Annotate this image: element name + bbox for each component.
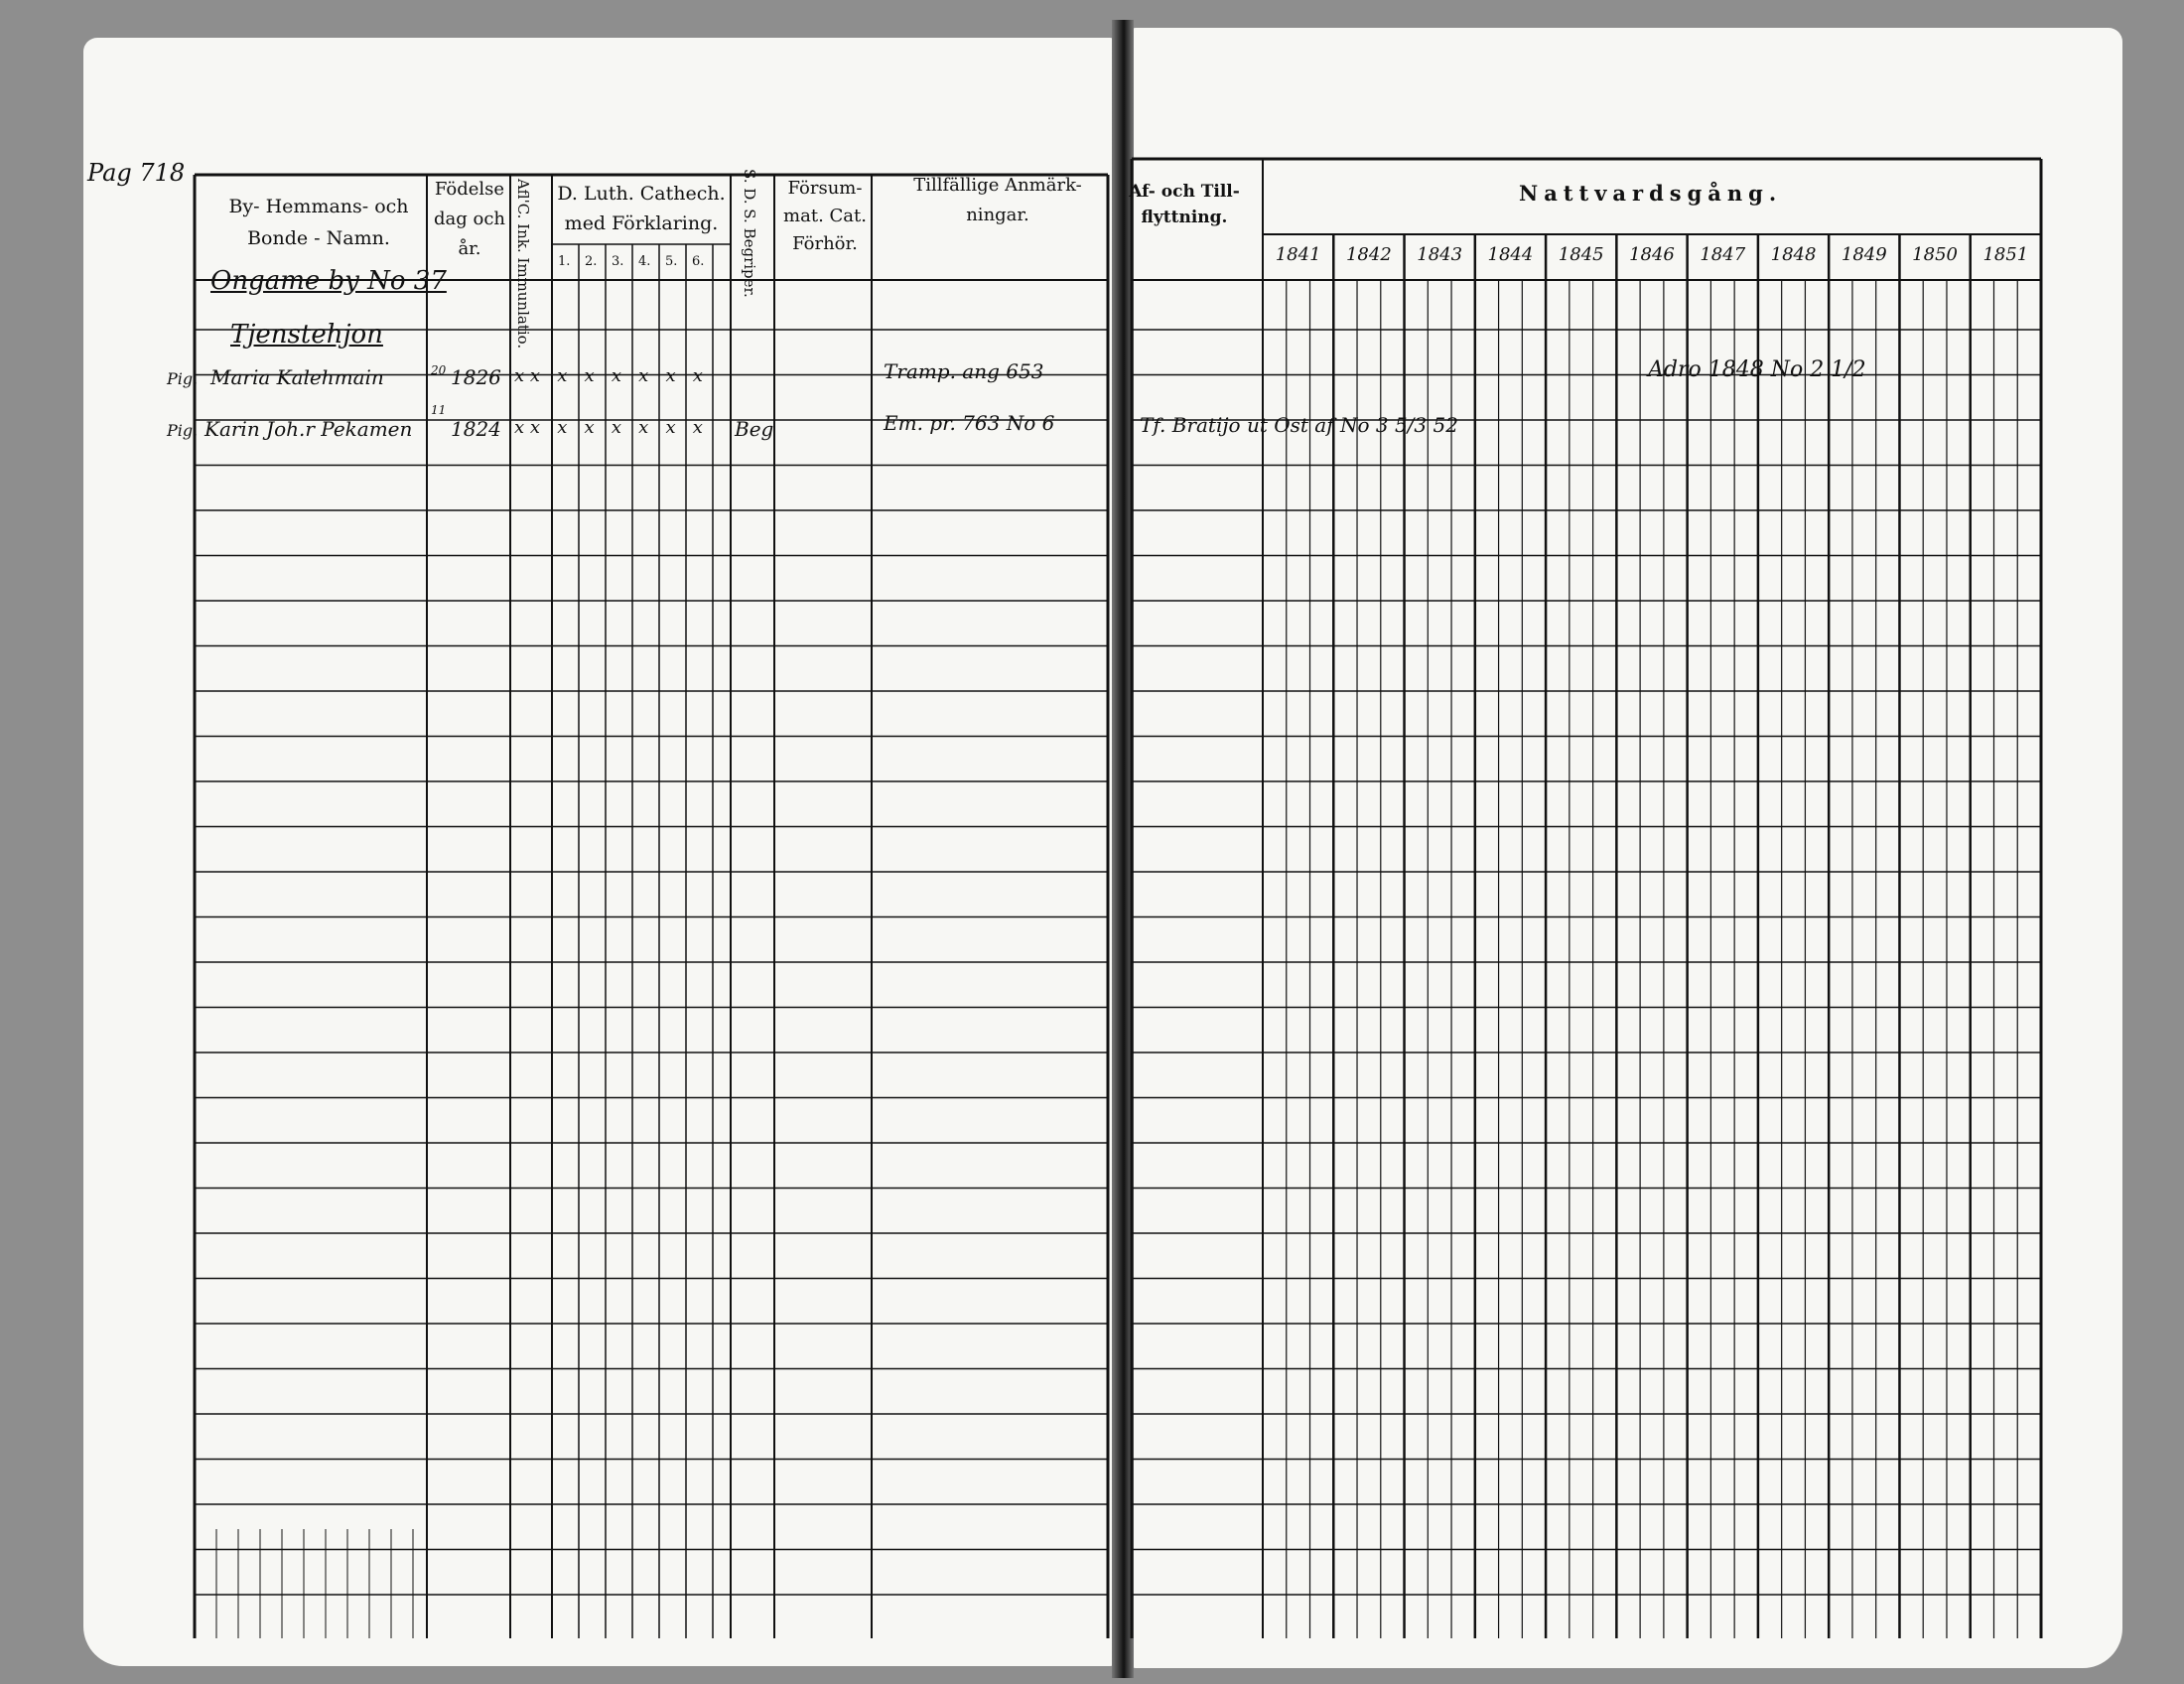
row-marks: x x x x x x x x	[514, 365, 703, 386]
row-remarks: Em. pr. 763 No 6	[884, 411, 1055, 435]
cat-number: 5.	[665, 254, 678, 269]
header-neglected: Försum-mat. Cat. Förhör.	[783, 178, 867, 254]
catechism-numbers	[558, 254, 721, 269]
year-header: 1846	[1629, 244, 1675, 265]
page-reference: Pag 718	[87, 159, 186, 187]
year-header: 1849	[1841, 244, 1887, 265]
year-header: 1847	[1700, 244, 1746, 265]
year-header: 1851	[1982, 244, 2029, 265]
year-header: 1850	[1912, 244, 1958, 265]
row-remarks: Tramp. ang 653	[884, 359, 1044, 383]
year-header: 1848	[1770, 244, 1817, 265]
row-birth-year: 1824	[451, 417, 501, 441]
row-name: Karin Joh.r Pekamen	[205, 417, 413, 441]
row-birth-day: 20	[431, 363, 447, 377]
cat-number: 4.	[638, 254, 651, 269]
year-header: 1844	[1487, 244, 1534, 265]
year-header: 1841	[1275, 244, 1321, 265]
year-header: 1842	[1345, 244, 1392, 265]
cat-number: 2.	[585, 254, 598, 269]
header-communion: Nattvardsgång.	[1519, 181, 1783, 206]
header-catechism: D. Luth. Cathech. med Förklaring.	[557, 183, 726, 234]
place-name: Ongame by No 37	[210, 266, 447, 296]
section-title: Tjenstehjon	[230, 320, 383, 350]
header-sds: S. D. S. Begriper.	[741, 169, 758, 298]
row-marks: x x x x x x x x	[514, 417, 703, 438]
row-prefix: Pig.	[167, 421, 199, 440]
header-remarks: Tillfällige Anmärk- ningar.	[913, 175, 1082, 225]
cat-number: 3.	[612, 254, 624, 269]
year-header: 1843	[1417, 244, 1463, 265]
row-communion: Adro 1848 No 2 1/2	[1648, 357, 1866, 382]
row-name: Maria Kalehmain	[210, 365, 384, 389]
header-birth: Födelse dag och år.	[433, 179, 505, 259]
cat-number: 1.	[558, 254, 571, 269]
row-birth-day: 11	[431, 403, 447, 417]
row-sds: Beg	[735, 417, 774, 441]
row-birth-year: 1826	[451, 365, 501, 389]
year-header: 1845	[1558, 244, 1604, 265]
row-prefix: Pig.	[167, 369, 199, 388]
header-inoculation: Afl'C. Ink. Immunlatio.	[514, 179, 532, 350]
header-moves: Af- och Till- flyttning.	[1129, 182, 1240, 227]
row-moves: Tf. Bratijo ut Ost af No 3 5/3 52	[1140, 413, 1458, 437]
cat-number: 6.	[692, 254, 705, 269]
header-name: By- Hemmans- och Bonde - Namn.	[228, 196, 409, 249]
